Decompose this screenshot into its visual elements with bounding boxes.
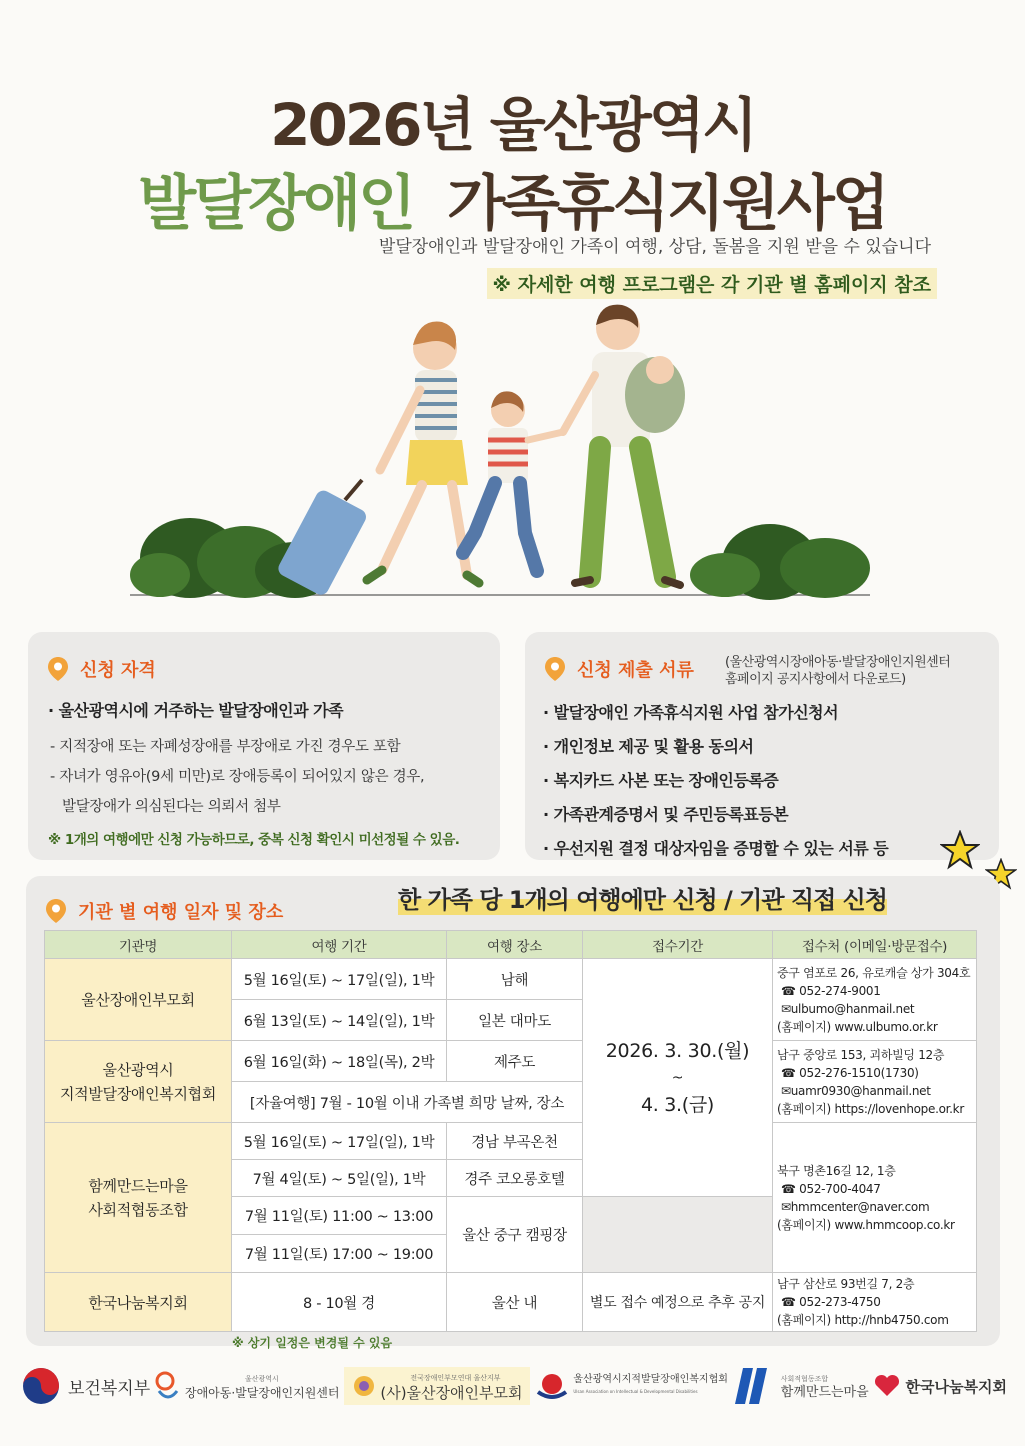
org-contact: [773, 959, 977, 1041]
apply-rule-headline: 한 가족 당 1개의 여행에만 신청 / 기관 직접 신청: [398, 880, 887, 915]
trip-place: 제주도: [447, 1041, 583, 1082]
contact-address: 남구 삼산로 93번길 7, 2층: [777, 1277, 915, 1291]
col-header-contact: 접수처 (이메일·방문접수): [773, 931, 977, 959]
logo-welfare-text: 울산광역시지적발달장애인복지협회: [573, 1374, 728, 1385]
org-name-line2: 지적발달장애인복지협회: [59, 1084, 217, 1103]
self-trip: [자율여행] 7월 - 10월 이내 가족별 희망 날짜, 장소: [232, 1082, 583, 1123]
org-contact: [773, 1041, 977, 1123]
title-brown-part: 가족휴식지원사업: [447, 169, 887, 239]
org-contact: [773, 1123, 977, 1273]
org-name-line1: 울산광역시: [102, 1060, 174, 1079]
reception-tilde: ~: [671, 1069, 684, 1086]
child: [463, 391, 563, 571]
father: [563, 305, 685, 585]
logo-cooperative: [733, 1364, 869, 1408]
org-contact: [773, 1273, 977, 1332]
contact-email[interactable]: ✉hmmcenter@naver.com: [781, 1199, 930, 1214]
contact-phone: ☎ 052-276-1510(1730): [781, 1065, 919, 1080]
logo-ministry-text: 보건복지부: [68, 1378, 151, 1399]
table-row: [45, 1123, 977, 1160]
trip-period: 5월 16일(토) ~ 17일(일), 1박: [232, 1123, 447, 1160]
org-name-line1: 함께만드는마을: [88, 1176, 188, 1195]
contact-address: 중구 염포로 26, 유로캐슬 상가 304호: [777, 965, 971, 980]
star-icon: [940, 830, 980, 870]
documents-heading: [545, 656, 694, 682]
org-name: [45, 1041, 232, 1123]
parents-association-logo-icon: [352, 1374, 376, 1398]
col-header-place: 여행 장소: [447, 931, 583, 959]
schedule-footnote: ※ 상기 일정은 변경될 수 있음: [232, 1336, 393, 1350]
taegeuk-logo-icon: [22, 1367, 60, 1405]
col-header-period: 여행 기간: [232, 931, 447, 959]
document-item-5: · 우선지원 결정 대상자임을 증명할 수 있는 서류 등: [543, 839, 889, 858]
documents-note-line2: 홈페이지 공지사항에서 다운로드): [725, 672, 906, 687]
document-item-2: · 개인정보 제공 및 활용 동의서: [543, 737, 754, 756]
trip-place: 일본 대마도: [447, 1000, 583, 1041]
table-row: [45, 959, 977, 1000]
logo-sharing-text: 한국나눔복지회: [905, 1377, 1007, 1396]
right-bush: [690, 524, 870, 600]
logo-sharing-welfare: [874, 1374, 1007, 1398]
eligibility-warning: ※ 1개의 여행에만 신청 가능하므로, 중복 신청 확인시 미선정될 수 있음.: [48, 832, 460, 848]
support-center-logo-icon: [155, 1369, 181, 1403]
trip-place: 울산 내: [447, 1273, 583, 1332]
logo-parents-text: (사)울산장애인부모회: [380, 1384, 523, 1402]
location-pin-icon: [46, 899, 66, 923]
trip-period: 6월 13일(토) ~ 14일(일), 1박: [232, 1000, 447, 1041]
eligibility-heading-text: 신청 자격: [80, 660, 156, 681]
logo-bar: [22, 1362, 1007, 1410]
col-header-reception: 접수기간: [583, 931, 773, 959]
cooperative-logo-icon: [733, 1364, 777, 1408]
location-pin-icon: [545, 657, 565, 681]
trip-period: 7월 11일(토) 11:00 ~ 13:00: [232, 1197, 447, 1235]
table-header-row: [45, 931, 977, 959]
org-name: 한국나눔복지회: [45, 1273, 232, 1332]
trip-place: 울산 중구 캠핑장: [447, 1197, 583, 1273]
table-row: [45, 1041, 977, 1082]
contact-address: 북구 명촌16길 12, 1층: [777, 1163, 896, 1178]
eligibility-main: · 울산광역시에 거주하는 발달장애인과 가족: [48, 701, 344, 720]
trip-period: 7월 4일(토) ~ 5일(일), 1박: [232, 1160, 447, 1197]
contact-homepage[interactable]: (홈페이지) https://lovenhope.or.kr: [777, 1101, 964, 1116]
trip-place: 경남 부곡온천: [447, 1123, 583, 1160]
contact-phone: ☎ 052-274-9001: [781, 983, 881, 998]
subtitle: 발달장애인과 발달장애인 가족이 여행, 상담, 돌봄을 지원 받을 수 있습니다: [378, 237, 931, 257]
contact-address: 남구 중앙로 153, 괴하빌딩 12층: [777, 1047, 945, 1062]
title-line-1: 2026년 울산광역시: [270, 91, 755, 159]
schedule-heading-text: 기관 별 여행 일자 및 장소: [78, 902, 284, 923]
eligibility-sub2: - 자녀가 영유아(9세 미만)로 장애등록이 되어있지 않은 경우,: [50, 769, 425, 785]
logo-cooperative-text: 함께만드는마을: [780, 1385, 869, 1400]
logo-support-center-text: 장애아동·발달장애인지원센터: [184, 1386, 340, 1400]
contact-homepage[interactable]: (홈페이지) www.hmmcoop.co.kr: [777, 1217, 955, 1232]
trip-place: 남해: [447, 959, 583, 1000]
logo-disability-welfare-association: [535, 1372, 728, 1400]
family-travel-illustration: [130, 300, 900, 605]
document-item-4: · 가족관계증명서 및 주민등록표등본: [543, 805, 789, 824]
trip-period: 6월 16일(화) ~ 18일(목), 2박: [232, 1041, 447, 1082]
trip-period: 7월 11일(토) 17:00 ~ 19:00: [232, 1235, 447, 1273]
contact-email[interactable]: ✉uamr0930@hanmail.net: [781, 1083, 931, 1098]
reception-start: 2026. 3. 30.(월): [605, 1039, 750, 1062]
contact-email[interactable]: ✉ulbumo@hanmail.net: [781, 1001, 915, 1016]
logo-ministry: [22, 1367, 150, 1405]
document-item-1: · 발달장애인 가족휴식지원 사업 참가신청서: [543, 703, 839, 722]
eligibility-sub1: - 지적장애 또는 자폐성장애를 부장애로 가진 경우도 포함: [50, 739, 401, 755]
trip-period: 5월 16일(토) ~ 17일(일), 1박: [232, 959, 447, 1000]
eligibility-sub3: 발달장애가 의심된다는 의뢰서 첨부: [62, 799, 281, 815]
heart-logo-icon: [874, 1374, 900, 1398]
org-name-line2: 사회적협동조합: [88, 1200, 188, 1219]
logo-cooperative-small: 사회적협동조합: [780, 1375, 829, 1383]
eligibility-panel: [28, 632, 500, 860]
reception-period: [583, 959, 773, 1197]
title-green-part: 발달장애인: [138, 169, 414, 239]
documents-note-line1: (울산광역시장애아동·발달장애인지원센터: [725, 655, 951, 670]
contact-homepage[interactable]: (홈페이지) http://hnb4750.com: [777, 1313, 949, 1327]
schedule-heading: [46, 898, 283, 924]
documents-panel: [525, 632, 999, 860]
logo-support-center: [155, 1369, 340, 1403]
contact-phone: ☎ 052-700-4047: [781, 1181, 881, 1196]
schedule-table: [44, 930, 977, 1332]
table-row: [45, 1273, 977, 1332]
trip-period: 8 - 10월 경: [232, 1273, 447, 1332]
welfare-association-logo-icon: [535, 1372, 569, 1400]
contact-homepage[interactable]: (홈페이지) www.ulbumo.or.kr: [777, 1019, 938, 1034]
title-line-2: [0, 156, 1025, 242]
reception-end: 4. 3.(금): [640, 1093, 715, 1116]
location-pin-icon: [48, 657, 68, 681]
org-name: 울산장애인부모회: [45, 959, 232, 1041]
document-item-3: · 복지카드 사본 또는 장애인등록증: [543, 771, 779, 790]
documents-heading-text: 신청 제출 서류: [577, 660, 694, 681]
logo-parents-association: [344, 1367, 530, 1405]
logo-support-center-small: 울산광역시: [244, 1375, 279, 1383]
documents-note: [725, 654, 950, 688]
eligibility-heading: [48, 656, 156, 682]
contact-phone: ☎ 052-273-4750: [781, 1295, 881, 1309]
reception-period: 별도 접수 예정으로 추후 공지: [583, 1273, 773, 1332]
trip-place: 경주 코오롱호텔: [447, 1160, 583, 1197]
logo-parents-small: 전국장애인부모연대 울산지부: [410, 1374, 501, 1382]
logo-welfare-small: Ulsan Association on Intellectual & Developmental Disabilities: [573, 1389, 698, 1394]
col-header-org: 기관명: [45, 931, 232, 959]
org-name: [45, 1123, 232, 1273]
homepage-notice: ※ 자세한 여행 프로그램은 각 기관 별 홈페이지 참조: [487, 268, 937, 299]
